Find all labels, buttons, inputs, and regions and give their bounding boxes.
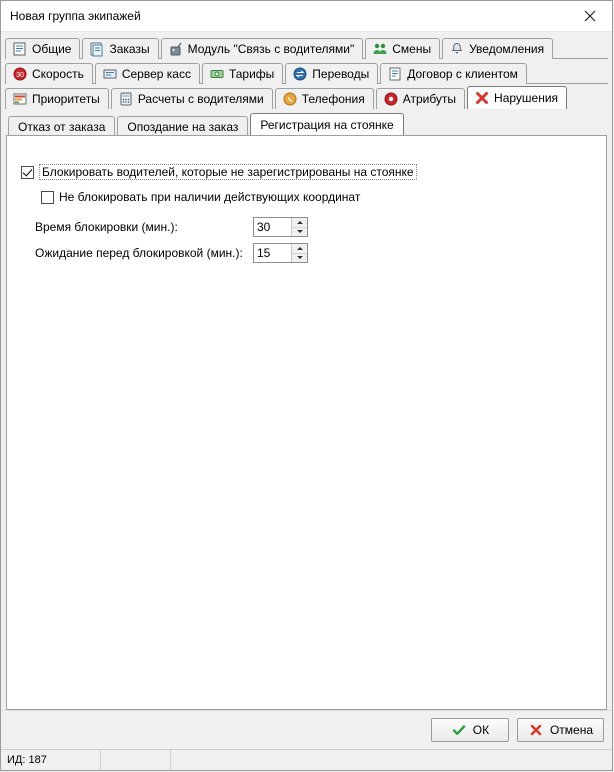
tab-label: Расчеты с водителями — [137, 92, 264, 106]
cancel-button-label: Отмена — [549, 723, 593, 737]
tab-atributy[interactable] — [376, 88, 465, 109]
arrow-up-icon — [297, 221, 303, 224]
status-bar — [1, 749, 612, 770]
subtab-registraciya-na-stoyanke[interactable] — [250, 113, 403, 136]
priority-icon — [12, 91, 28, 107]
note-icon — [12, 41, 28, 57]
status-cell-2 — [101, 750, 171, 770]
violations-panel — [1, 108, 612, 710]
tab-label: Заказы — [109, 42, 150, 56]
attributes-icon — [383, 91, 399, 107]
orders-icon — [89, 41, 105, 57]
tab-label: Скорость — [32, 67, 84, 81]
contract-icon — [387, 66, 403, 82]
tabrow-2 — [5, 61, 608, 84]
block-drivers-label: Блокировать водителей, которые не зарегистрированы на стоянке — [39, 164, 417, 180]
tab-label: Общие — [32, 42, 72, 56]
cancel-button[interactable] — [517, 718, 604, 742]
tab-uvedomleniya[interactable] — [442, 38, 553, 59]
cashserver-icon — [102, 66, 118, 82]
speed-icon — [12, 66, 28, 82]
tab-modul-svyaz[interactable] — [161, 38, 364, 59]
tab-server-kass[interactable] — [95, 63, 200, 84]
tab-dogovor-s-klientom[interactable] — [380, 63, 527, 84]
arrow-down-icon — [297, 256, 303, 259]
arrow-down-icon — [297, 230, 303, 233]
tabrow-1 — [5, 36, 608, 59]
tab-label: Модуль "Связь с водителями" — [187, 42, 355, 56]
arrow-up-icon — [297, 247, 303, 250]
title-bar — [1, 1, 612, 32]
close-button[interactable] — [567, 1, 612, 31]
block-time-input[interactable] — [254, 218, 291, 236]
tab-skorost[interactable] — [5, 63, 93, 84]
tab-narusheniya[interactable] — [467, 86, 567, 109]
block-time-stepper[interactable] — [253, 217, 308, 237]
wait-before-block-stepper[interactable] — [253, 243, 308, 263]
block-time-spin-down[interactable] — [292, 228, 307, 237]
subtab-label: Отказ от заказа — [18, 119, 106, 134]
check-icon — [451, 722, 467, 738]
subtab-otkaz-ot-zakaza[interactable] — [8, 116, 115, 136]
people-icon — [372, 41, 388, 57]
cancel-icon — [528, 722, 544, 738]
money-icon — [209, 66, 225, 82]
ok-button[interactable] — [431, 718, 509, 742]
no-block-coords-label: Не блокировать при наличии действующих координат — [59, 190, 361, 204]
tab-prioritety[interactable] — [5, 88, 109, 109]
subtab-label: Регистрация на стоянке — [260, 118, 394, 132]
close-icon — [582, 8, 598, 24]
tab-tarify[interactable] — [202, 63, 283, 84]
transfer-icon — [292, 66, 308, 82]
block-drivers-checkbox[interactable] — [21, 166, 34, 179]
ok-button-label: ОК — [472, 723, 490, 737]
status-cell-3 — [171, 750, 612, 770]
subtab-content-panel — [6, 135, 607, 710]
tab-smeny[interactable] — [365, 38, 440, 59]
dialog-footer — [1, 710, 612, 749]
tab-label: Уведомления — [469, 42, 545, 56]
sub-tabstrip — [6, 113, 607, 136]
wait-before-block-label: Ожидание перед блокировкой (мин.): — [35, 246, 243, 260]
wait-before-block-spin-buttons[interactable] — [291, 244, 307, 262]
bell-icon — [449, 41, 465, 57]
main-tabstrip — [1, 32, 612, 108]
wait-before-block-row — [35, 243, 308, 263]
tab-label: Атрибуты — [402, 92, 457, 106]
subtab-opozdanie-na-zakaz[interactable] — [117, 116, 248, 136]
tab-raschety-s-voditelyami[interactable] — [111, 88, 273, 109]
wait-before-block-input[interactable] — [254, 244, 291, 262]
tab-label: Смены — [392, 42, 432, 56]
phone-icon — [282, 91, 298, 107]
tabrow-3 — [5, 86, 608, 109]
window-title: Новая группа экипажей — [10, 9, 141, 23]
no-block-coords-checkbox[interactable] — [41, 191, 54, 204]
block-time-spin-up[interactable] — [292, 218, 307, 228]
tab-label: Договор с клиентом — [407, 67, 518, 81]
tab-perevody[interactable] — [285, 63, 378, 84]
tab-label: Приоритеты — [32, 92, 100, 106]
subtab-label: Опоздание на заказ — [127, 119, 239, 134]
tab-label: Переводы — [312, 67, 370, 81]
block-drivers-row[interactable] — [21, 164, 417, 180]
block-time-row — [35, 217, 308, 237]
svg-text:30: 30 — [16, 72, 24, 79]
wait-before-block-spin-down[interactable] — [292, 254, 307, 263]
tab-label: Тарифы — [228, 67, 275, 81]
radio-icon — [168, 41, 184, 57]
status-id: ИД: 187 — [1, 750, 101, 770]
wait-before-block-spin-up[interactable] — [292, 244, 307, 254]
block-time-spin-buttons[interactable] — [291, 218, 307, 236]
block-time-label: Время блокировки (мин.): — [35, 220, 178, 234]
tab-label: Сервер касс — [121, 67, 191, 81]
calc-icon — [118, 91, 134, 107]
no-block-coords-row[interactable] — [41, 190, 360, 204]
tab-zakazy[interactable] — [82, 38, 158, 59]
violation-icon — [474, 90, 490, 106]
tab-label: Телефония — [301, 92, 365, 106]
tab-label: Нарушения — [494, 91, 559, 105]
tab-obshie[interactable] — [5, 38, 80, 59]
tab-telefoniya[interactable] — [275, 88, 374, 109]
